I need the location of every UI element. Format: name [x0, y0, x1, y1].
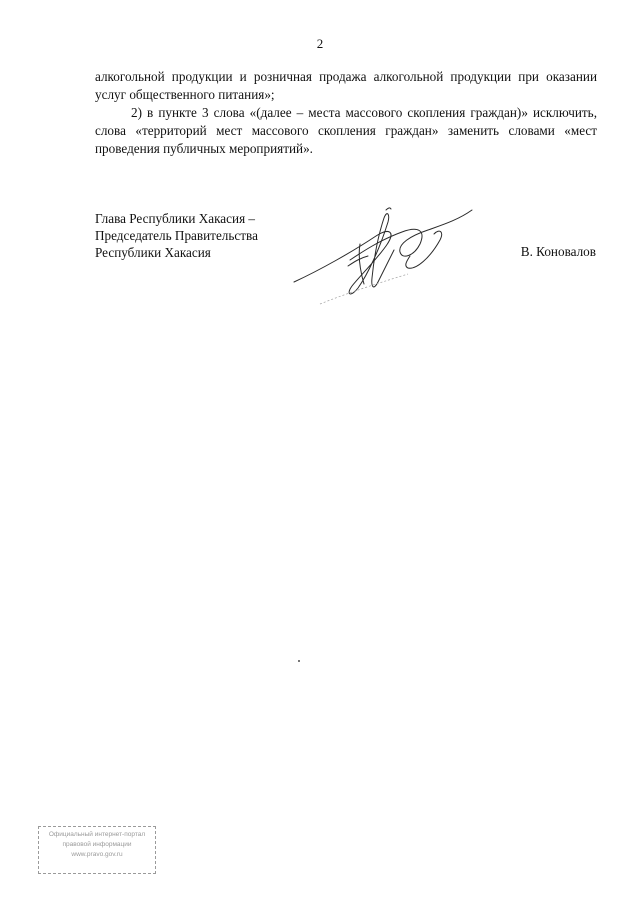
paragraph-continued: алкогольной продукции и розничная продажа алкогольной продукции при оказании услуг общественного питания»;: [95, 69, 597, 102]
handwritten-signature: [290, 200, 480, 305]
stamp-line-1: Официальный интернет-портал: [48, 831, 146, 838]
document-body: [95, 68, 597, 158]
paragraph-item-2: 2) в пункте 3 слова «(далее – места массового скопления граждан)» исключить, слова «территорий мест массового скопления граждан» заменить словами «мест проведения публичных мероприятий».: [95, 105, 597, 156]
scan-speck: [298, 660, 300, 662]
signatory-title-line-3: Республики Хакасия: [95, 245, 211, 260]
signatory-title-line-2: Председатель Правительства: [95, 228, 258, 243]
portal-stamp: [38, 826, 156, 874]
stamp-line-2: правовой информации: [62, 841, 132, 848]
signatory-title-line-1: Глава Республики Хакасия –: [95, 211, 256, 226]
signatory-block: [95, 210, 258, 261]
signer-name: В. Коновалов: [520, 244, 596, 259]
page-number: 2: [316, 36, 324, 51]
stamp-line-3: www.pravo.gov.ru: [71, 851, 123, 858]
